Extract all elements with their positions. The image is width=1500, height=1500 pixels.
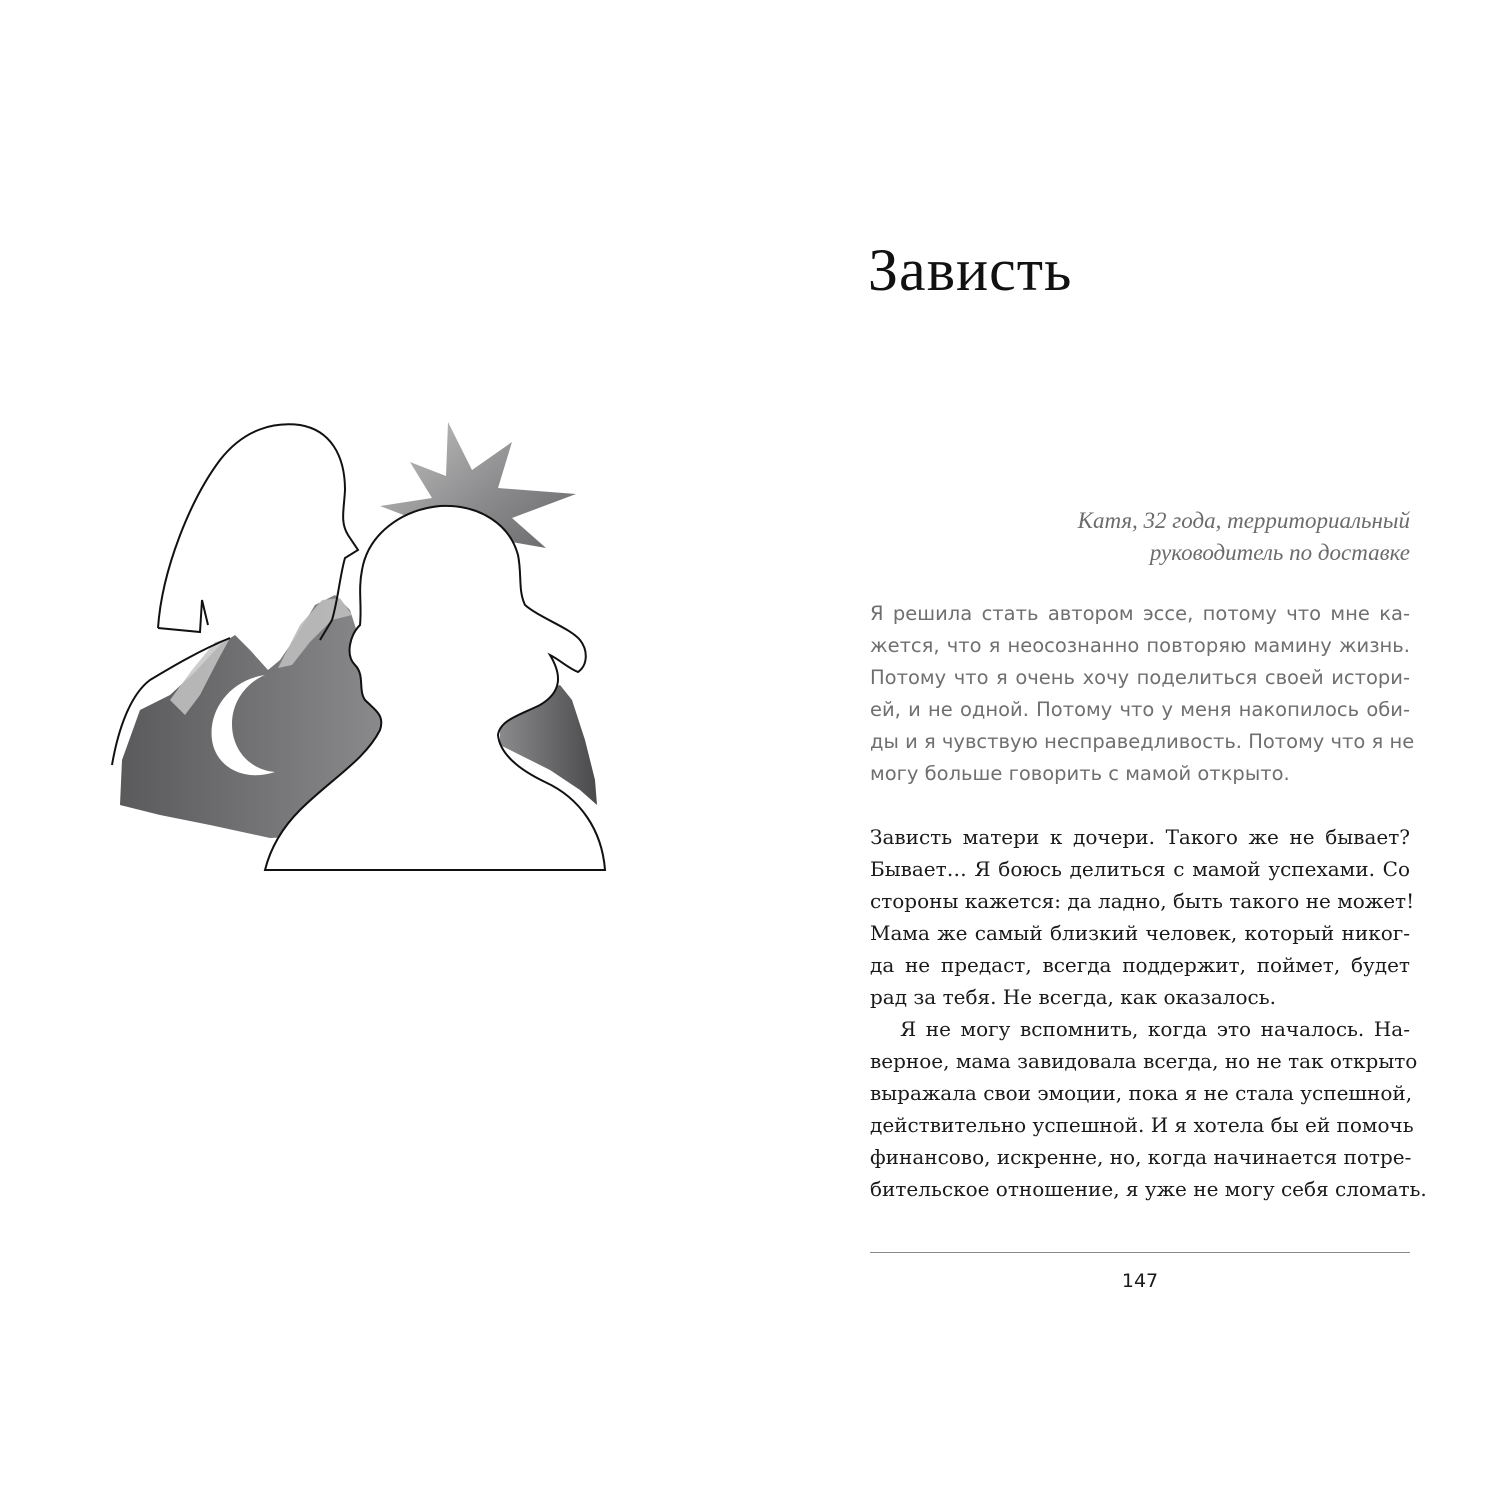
text-line: верное, мама завидовала всегда, но не так открыто bbox=[870, 1049, 1418, 1073]
illustration bbox=[100, 410, 620, 880]
attribution-line: руководитель по доставке bbox=[1149, 540, 1410, 565]
text-line: бительское отношение, я уже не могу себя сломать. bbox=[870, 1177, 1427, 1201]
text-line: жется, что я неосознанно повторяю мамину жизнь. bbox=[870, 634, 1410, 657]
text-line: Мама же самый близкий человек, который никог- bbox=[870, 921, 1410, 945]
chapter-title: Зависть bbox=[868, 237, 1073, 303]
text-line: действительно успешной. И я хотела бы ей помочь bbox=[870, 1113, 1414, 1137]
body-text bbox=[870, 821, 1427, 1205]
attribution-line: Катя, 32 года, территориальный bbox=[1077, 508, 1410, 533]
text-line: выражала свои эмоции, пока я не стала успешной, bbox=[870, 1081, 1413, 1105]
text-line: да не предаст, всегда поддержит, поймет, будет bbox=[870, 953, 1410, 977]
two-women-illustration bbox=[100, 410, 620, 880]
text-line: ей, и не одной. Потому что у меня накопилось оби- bbox=[870, 698, 1410, 721]
text-line: рад за тебя. Не всегда, как оказалось. bbox=[870, 985, 1276, 1009]
text-line: финансово, искренне, но, когда начинается потре- bbox=[870, 1145, 1412, 1169]
text-line: стороны кажется: да ладно, быть такого не может! bbox=[870, 889, 1415, 913]
text-line: ды и я чувствую несправедливость. Потому что я не bbox=[870, 730, 1415, 753]
text-line: Зависть матери к дочери. Такого же не бывает? bbox=[870, 825, 1410, 849]
back-woman-hair-edge bbox=[158, 600, 208, 632]
text-line: Я не могу вспомнить, когда это началось. На- bbox=[900, 1017, 1410, 1041]
text-line: Бывает… Я боюсь делиться с мамой успехами. Со bbox=[870, 857, 1410, 881]
intro-paragraph bbox=[870, 598, 1415, 790]
text-line: Потому что я очень хочу поделиться своей истори- bbox=[870, 666, 1410, 689]
page-number: 147 bbox=[1121, 1270, 1159, 1292]
text-line: могу больше говорить с мамой открыто. bbox=[870, 762, 1290, 785]
footer-divider bbox=[870, 1252, 1410, 1253]
author-attribution bbox=[870, 505, 1410, 569]
text-line: Я решила стать автором эссе, потому что мне ка- bbox=[870, 602, 1410, 625]
